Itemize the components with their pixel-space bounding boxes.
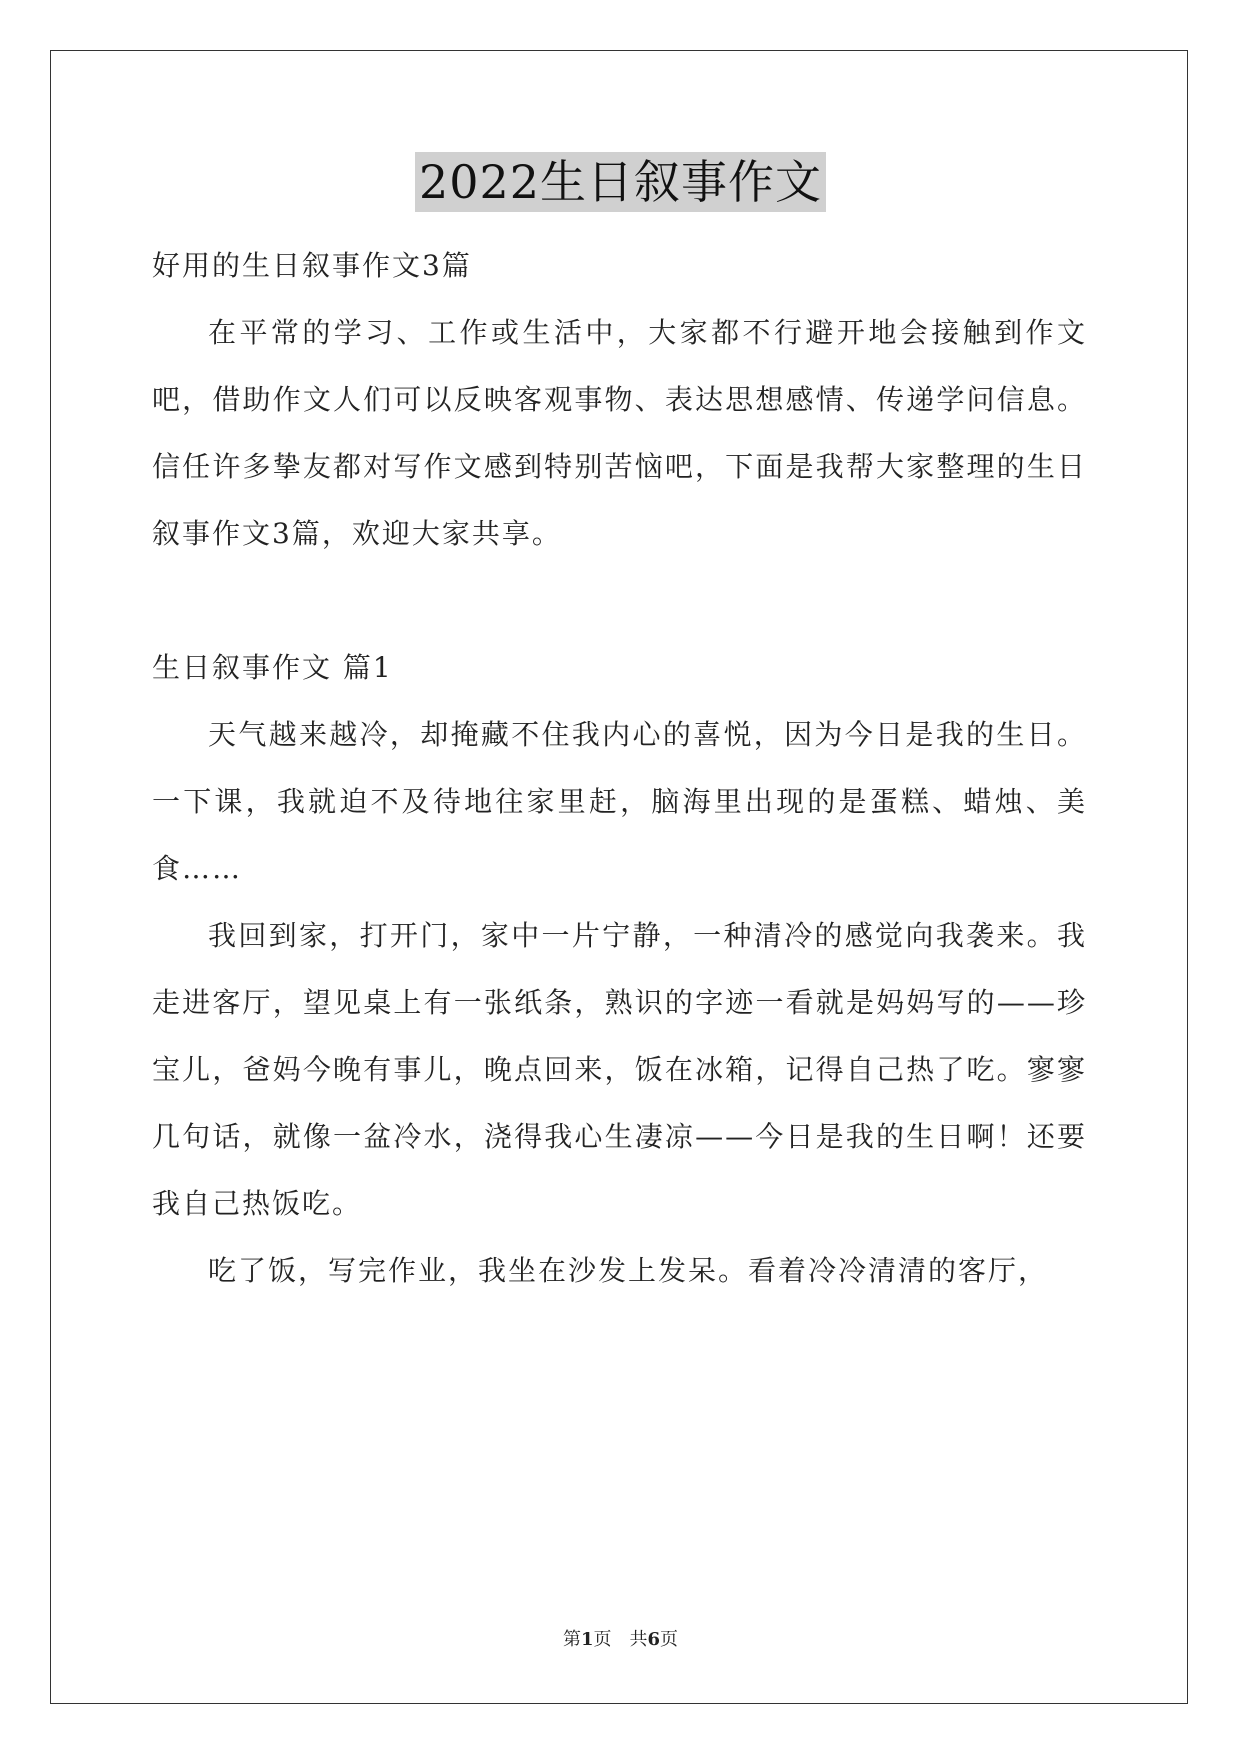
intro-paragraph: 在平常的学习、工作或生活中，大家都不行避开地会接触到作文吧，借助作文人们可以反映客观事物、表达思想感情、传递学问信息。信任许多挚友都对写作文感到特别苦恼吧，下面是我帮大家整理的生日叙事作文3篇，欢迎大家共享。 bbox=[152, 316, 1087, 550]
section-gap bbox=[152, 567, 1087, 634]
footer-page-suffix: 页 bbox=[660, 1629, 679, 1650]
document-subtitle: 好用的生日叙事作文3篇 bbox=[152, 249, 472, 282]
footer-page-current: 1 bbox=[580, 1629, 594, 1650]
footer-page-total: 6 bbox=[647, 1629, 661, 1650]
title-wrap bbox=[0, 152, 1241, 212]
body-paragraph-2: 我回到家，打开门，家中一片宁静，一种清冷的感觉向我袭来。我走进客厅，望见桌上有一张纸条，熟识的字迹一看就是妈妈写的——珍宝儿，爸妈今晚有事儿，晚点回来，饭在冰箱，记得自己热了吃。寥寥几句话，就像一盆冷水，浇得我心生凄凉——今日是我的生日啊！还要我自己热饭吃。 bbox=[152, 919, 1087, 1220]
footer-page-prefix: 第 bbox=[562, 1629, 581, 1650]
page-footer bbox=[0, 1625, 1241, 1651]
footer-page-mid: 页 共 bbox=[593, 1629, 648, 1650]
document-body bbox=[152, 232, 1087, 1304]
body-paragraph-3: 吃了饭，写完作业，我坐在沙发上发呆。看着冷冷清清的客厅， bbox=[208, 1254, 1049, 1287]
body-paragraph-1: 天气越来越冷，却掩藏不住我内心的喜悦，因为今日是我的生日。一下课，我就迫不及待地往家里赶，脑海里出现的是蛋糕、蜡烛、美食…… bbox=[152, 718, 1087, 885]
document-title: 2022生日叙事作文 bbox=[415, 152, 826, 212]
section-heading: 生日叙事作文 篇1 bbox=[152, 651, 393, 684]
